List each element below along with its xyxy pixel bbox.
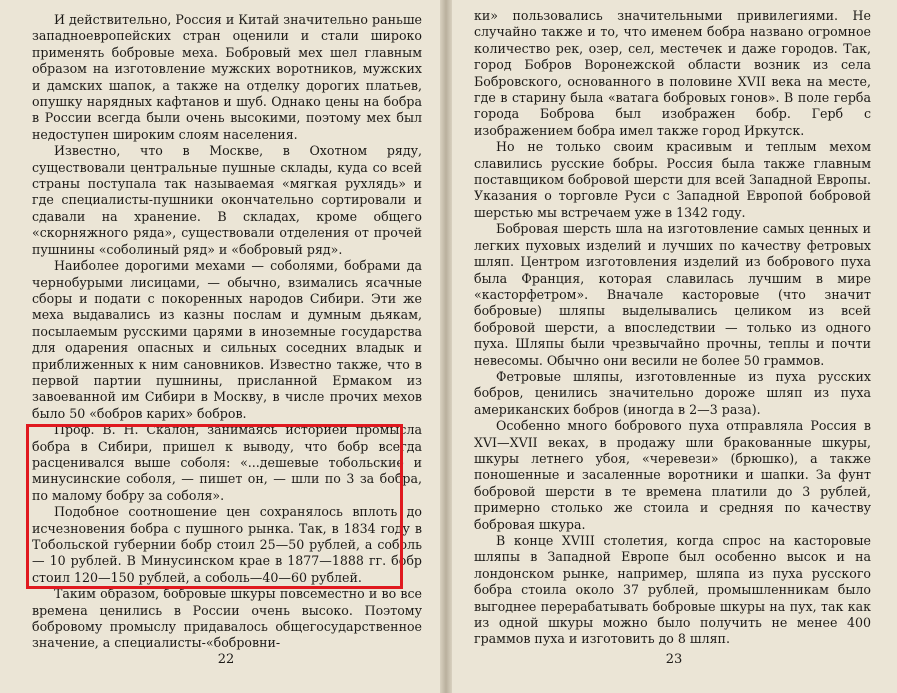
paragraph: Проф. В. Н. Скалон, занимаясь историей промысла бобра в Сибири, пришел к выводу, что бобр всегда расценивался выше соболя: «...дешевые тобольские и минусинские соболя, — пишет он, — шли по 3 за бобра, по малому бобру за соболя». [32,422,422,503]
paragraph: Но не только своим красивым и теплым мехом славились русские бобры. Россия была также главным поставщиком бобровой шерсти для всей Западной Европы. Указания о торговле Руси с Западной Европой бобровой шерстью мы встречаем уже в 1342 году. [474,139,871,220]
paragraph: Особенно много бобрового пуха отправляла Россия в XVI—XVII веках, в продажу шли бракованные шкуры, шкуры летнего убоя, «черевези» (брюшко), а также поношенные и засаленные воротники и шапки. За фунт бобровой шерсти в те времена платили до 3 рублей, примерно столько же стоила и средняя по качеству бобровая шкура. [474,418,871,532]
left-page [0,0,440,693]
paragraph: Известно, что в Москве, в Охотном ряду, существовали центральные пушные склады, куда со всей страны поступала так называемая «мягкая рухлядь» и где специалисты-пушники окончательно сортировали и сдавали на хранение. В складах, кроме общего «скорняжного ряда», существовали отделения от прочей пушнины «соболиный ряд» и «бобровый ряд». [32,143,422,257]
paragraph: Фетровые шляпы, изготовленные из пуха русских бобров, ценились значительно дороже шляп из пуха американских бобров (иногда в 2—3 раза). [474,368,871,417]
paragraph: Подобное соотношение цен сохранялось вплоть до исчезновения бобра с пушного рынка. Так, в 1834 году в Тобольской губернии бобр стоил 25—50 рублей, а соболь — 10 рублей. В Минусинском крае в 1877—1888 гг. бобр стоил 120—150 рублей, а соболь—40—60 рублей. [32,504,422,585]
right-page [452,0,897,693]
page-number-left: 22 [217,652,235,667]
paragraph: И действительно, Россия и Китай значительно раньше западноевропейских стран оценили и стали широко применять бобровые меха. Бобровый мех шел главным образом на изготовление мужских воротников, мужских и дамских шапок, а также на отделку дорогих платьев, опушку нарядных кафтанов и шуб. Однако цены на бобра в России всегда были очень высокими, поэтому мех был недоступен широким слоям населения. [32,12,422,142]
paragraph: В конце XVIII столетия, когда спрос на касторовые шляпы в Западной Европе был особенно высок и на лондонском рынке, например, шляпа из пуха русского бобра стоила около 37 рублей, промышленникам было выгоднее перерабатывать бобровые шкуры на пух, так как из одной шкуры можно было получить не менее 400 граммов пуха и изготовить до 8 шляп. [474,533,871,647]
paragraph: Бобровая шерсть шла на изготовление самых ценных и легких пуховых изделий и лучших по качеству фетровых шляп. Центром изготовления изделий из бобрового пуха была Франция, которая славилась лучшим в мире «касторфетром». Вначале касторовые (что значит бобровые) шляпы выделывались целиком из всей бобровой шерсти, а впоследствии — только из одного пуха. Шляпы были чрезвычайно прочны, теплы и почти невесомы. Обычно они весили не более 50 граммов. [474,221,871,368]
paragraph: ки» пользовались значительными привилегиями. Не случайно также и то, что именем бобра названо огромное количество рек, озер, сел, местечек и даже городов. Так, город Бобров Воронежской области возник из села Бобровского, основанного в половине XVII века на месте, где в старину была «ватага бобровых гонов». В поле герба города Боброва был изображен бобр. Герб с изображением бобра имел также город Иркутск. [474,8,871,138]
paragraph: Наиболее дорогими мехами — соболями, бобрами да чернобурыми лисицами, — обычно, взимались ясачные сборы и подати с покоренных народов Сибири. Эти же меха выдавались из казны послам и думным дьякам, посылаемым русскими царями в иноземные государства для одарения опасных и сильных соседних владык и приближенных к ним сановников. Известно также, что в первой партии пушнины, присланной Ермаком из завоеванной им Сибири в Москву, в числе прочих мехов было 50 «бобров карих» бобров. [32,258,422,421]
paragraph: Таким образом, бобровые шкуры повсеместно и во все времена ценились в России очень высоко. Поэтому бобровому промыслу придавалось общегосударственное значение, а специалисты-«бобровни- [32,586,422,651]
page-number-right: 23 [665,652,683,667]
book-gutter [440,0,452,693]
